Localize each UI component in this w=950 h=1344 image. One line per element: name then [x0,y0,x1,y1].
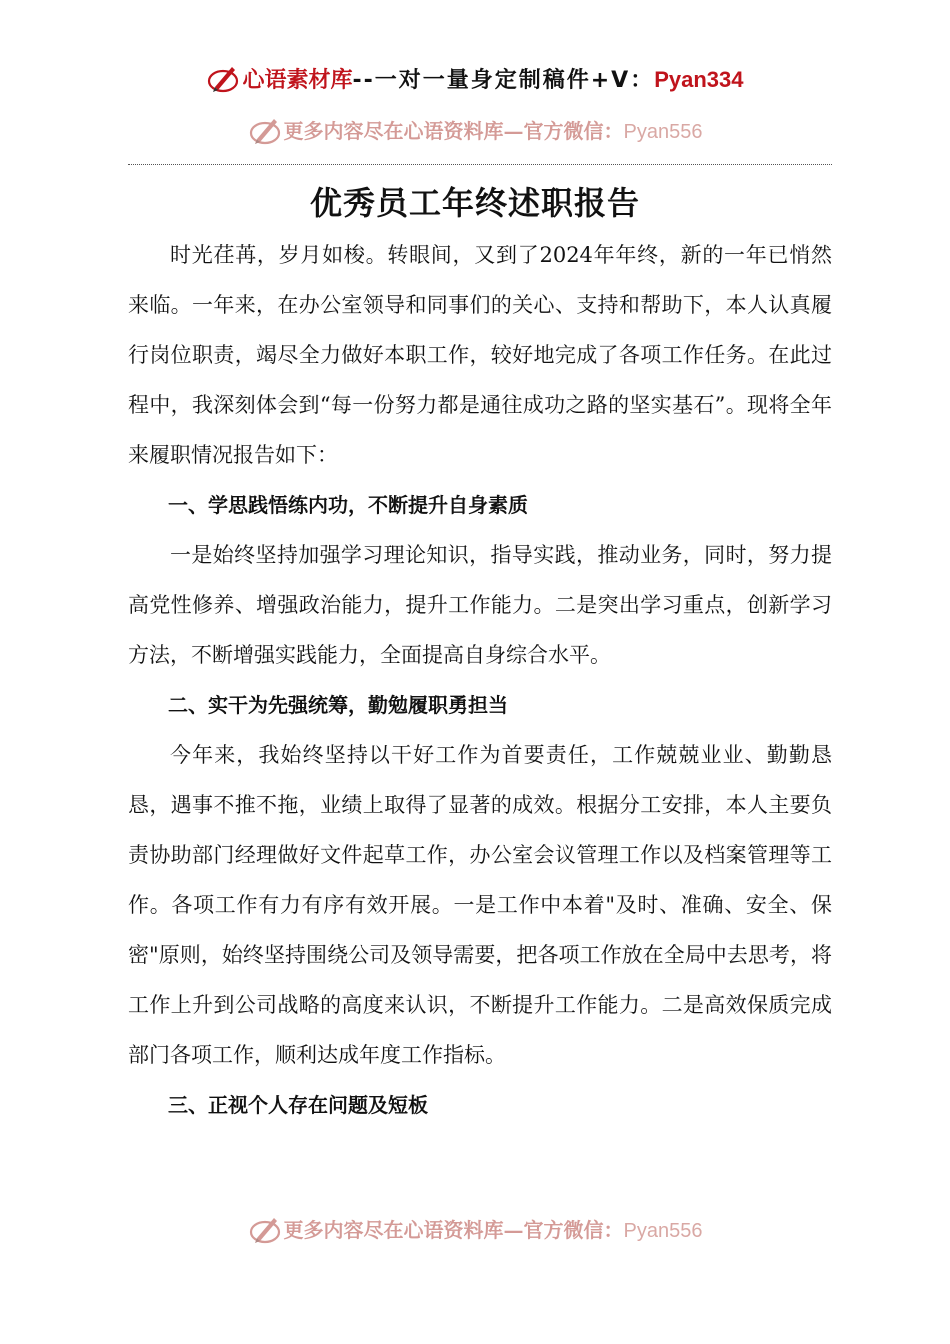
brand-contact-id: Pyan334 [654,67,744,92]
pen-logo-icon [248,1212,282,1246]
section-heading: 二、实干为先强统筹，勤勉履职勇担当 [168,693,508,717]
section-heading: 三、正视个人存在问题及短板 [168,1093,428,1117]
watermark-top [0,113,950,150]
watermark-text: 更多内容尽在心语资料库—官方微信： [283,1218,624,1242]
watermark-contact-id: Pyan556 [623,121,703,143]
watermark-bottom [0,1212,950,1249]
pen-logo-icon [248,113,282,147]
header-banner [0,62,950,99]
intro-paragraph: 时光荏苒，岁月如梭。转眼间，又到了2024年年终，新的一年已悄然来临。一年来，在办公室领导和同事们的关心、支持和帮助下，本人认真履行岗位职责，竭尽全力做好本职工作，较好地完成了各项工作任务。在此过程中，我深刻体会到“每一份努力都是通往成功之路的坚实基石”。现将全年来履职情况报告如下： [128,243,832,467]
watermark-contact-id: Pyan556 [623,1220,703,1242]
header-divider [128,164,832,165]
brand-slogan: 一对一量身定制稿件+V： [374,68,655,93]
section-heading: 一、学思践悟练内功，不断提升自身素质 [168,493,528,517]
brand-separator: -- [352,68,375,93]
pen-logo-icon [206,61,240,95]
brand-name: 心语素材库 [242,67,353,93]
page-title: 优秀员工年终述职报告 [309,184,640,222]
section-paragraph: 一是始终坚持加强学习理论知识，指导实践，推动业务，同时，努力提高党性修养、增强政治能力，提升工作能力。二是突出学习重点，创新学习方法，不断增强实践能力，全面提高自身综合水平。 [128,543,832,667]
watermark-text: 更多内容尽在心语资料库—官方微信： [283,119,624,143]
section-paragraph: 今年来，我始终坚持以干好工作为首要责任，工作兢兢业业、勤勤恳恳，遇事不推不拖，业绩上取得了显著的成效。根据分工安排，本人主要负责协助部门经理做好文件起草工作，办公室会议管理工作以及档案管理等工作。各项工作有力有序有效开展。一是工作中本着"及时、准确、安全、保密"原则，始终坚持围绕公司及领导需要，把各项工作放在全局中去思考，将工作上升到公司战略的高度来认识，不断提升工作能力。二是高效保质完成部门各项工作，顺利达成年度工作指标。 [128,743,832,1067]
document-body [128,230,832,1130]
